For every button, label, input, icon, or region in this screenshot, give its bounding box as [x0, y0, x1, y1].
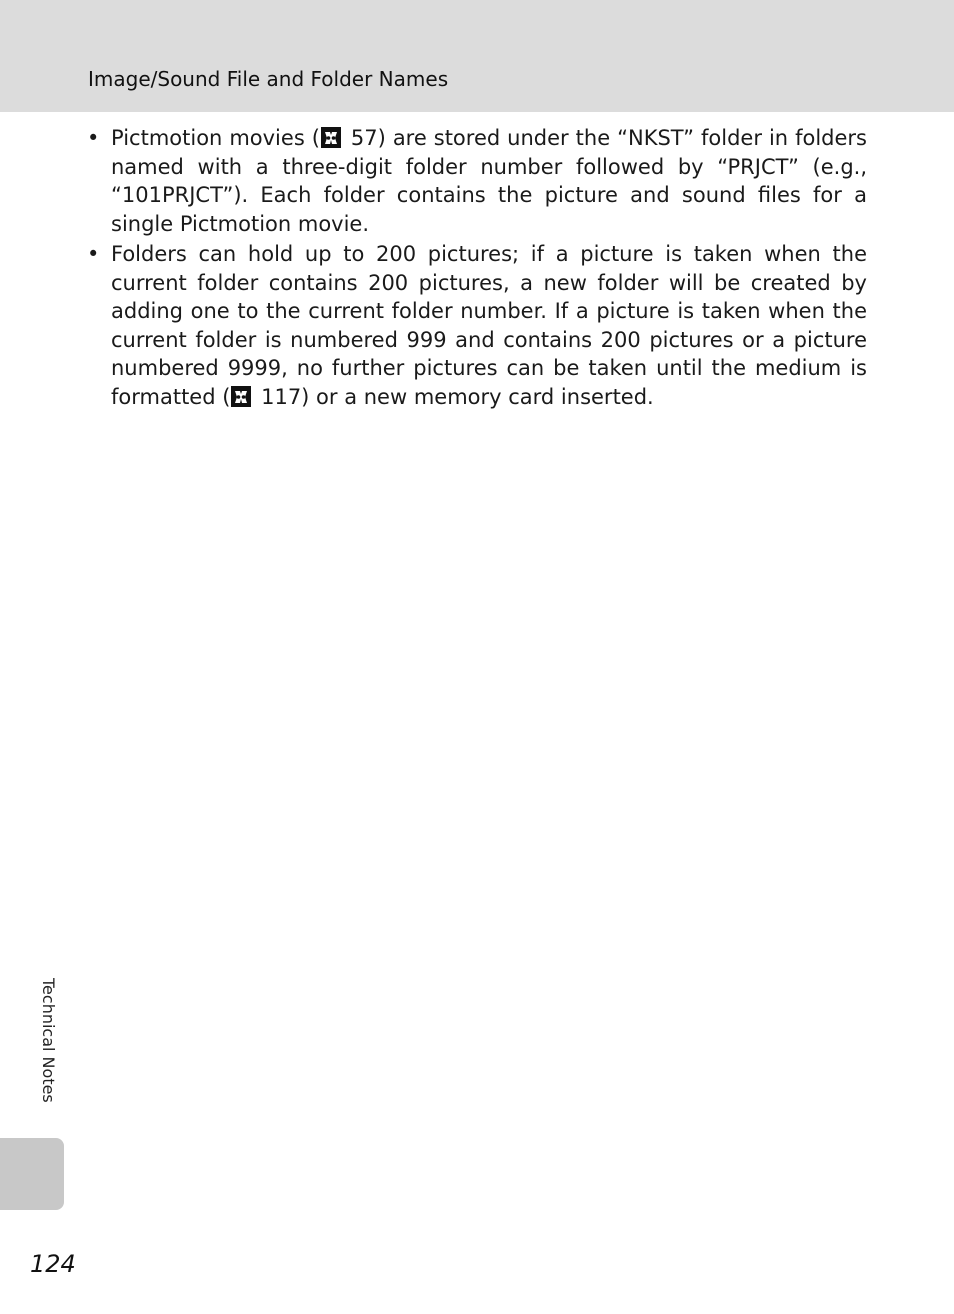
chapter-tab [0, 1138, 64, 1210]
chapter-side-label: Technical Notes [39, 978, 58, 1103]
bullet-text-start: Pictmotion movies ( [111, 126, 320, 150]
bullet-text-start: Folders can hold up to 200 pictures; if a picture is taken when the current folder contains 200 pictures, a new folder will be created by adding one to the current folder number. If a picture is taken when the current folder is numbered 999 and contains 200 pictures or a picture numbered 9999, no further pictures can be taken until the medium is formatted ( [111, 242, 867, 409]
bullet-list [87, 124, 867, 413]
bullet-text-end: 117) or a new memory card inserted. [254, 384, 654, 409]
bullet-symbol: • [87, 126, 100, 150]
reference-page-icon [321, 127, 341, 148]
page-number: 124 [30, 1250, 76, 1278]
list-item [87, 124, 867, 238]
header-band [0, 0, 954, 112]
reference-page-icon [231, 386, 251, 407]
list-item [87, 240, 867, 411]
bullet-symbol: • [87, 242, 100, 266]
bullet-text-end: 57) are stored under the “NKST” folder in folders named with a three-digit folder number followed by “PRJCT” (e.g., “101PRJCT”). Each folder contains the picture and sound files for a single Pictmotion movie. [111, 126, 867, 236]
section-title: Image/Sound File and Folder Names [88, 67, 449, 91]
